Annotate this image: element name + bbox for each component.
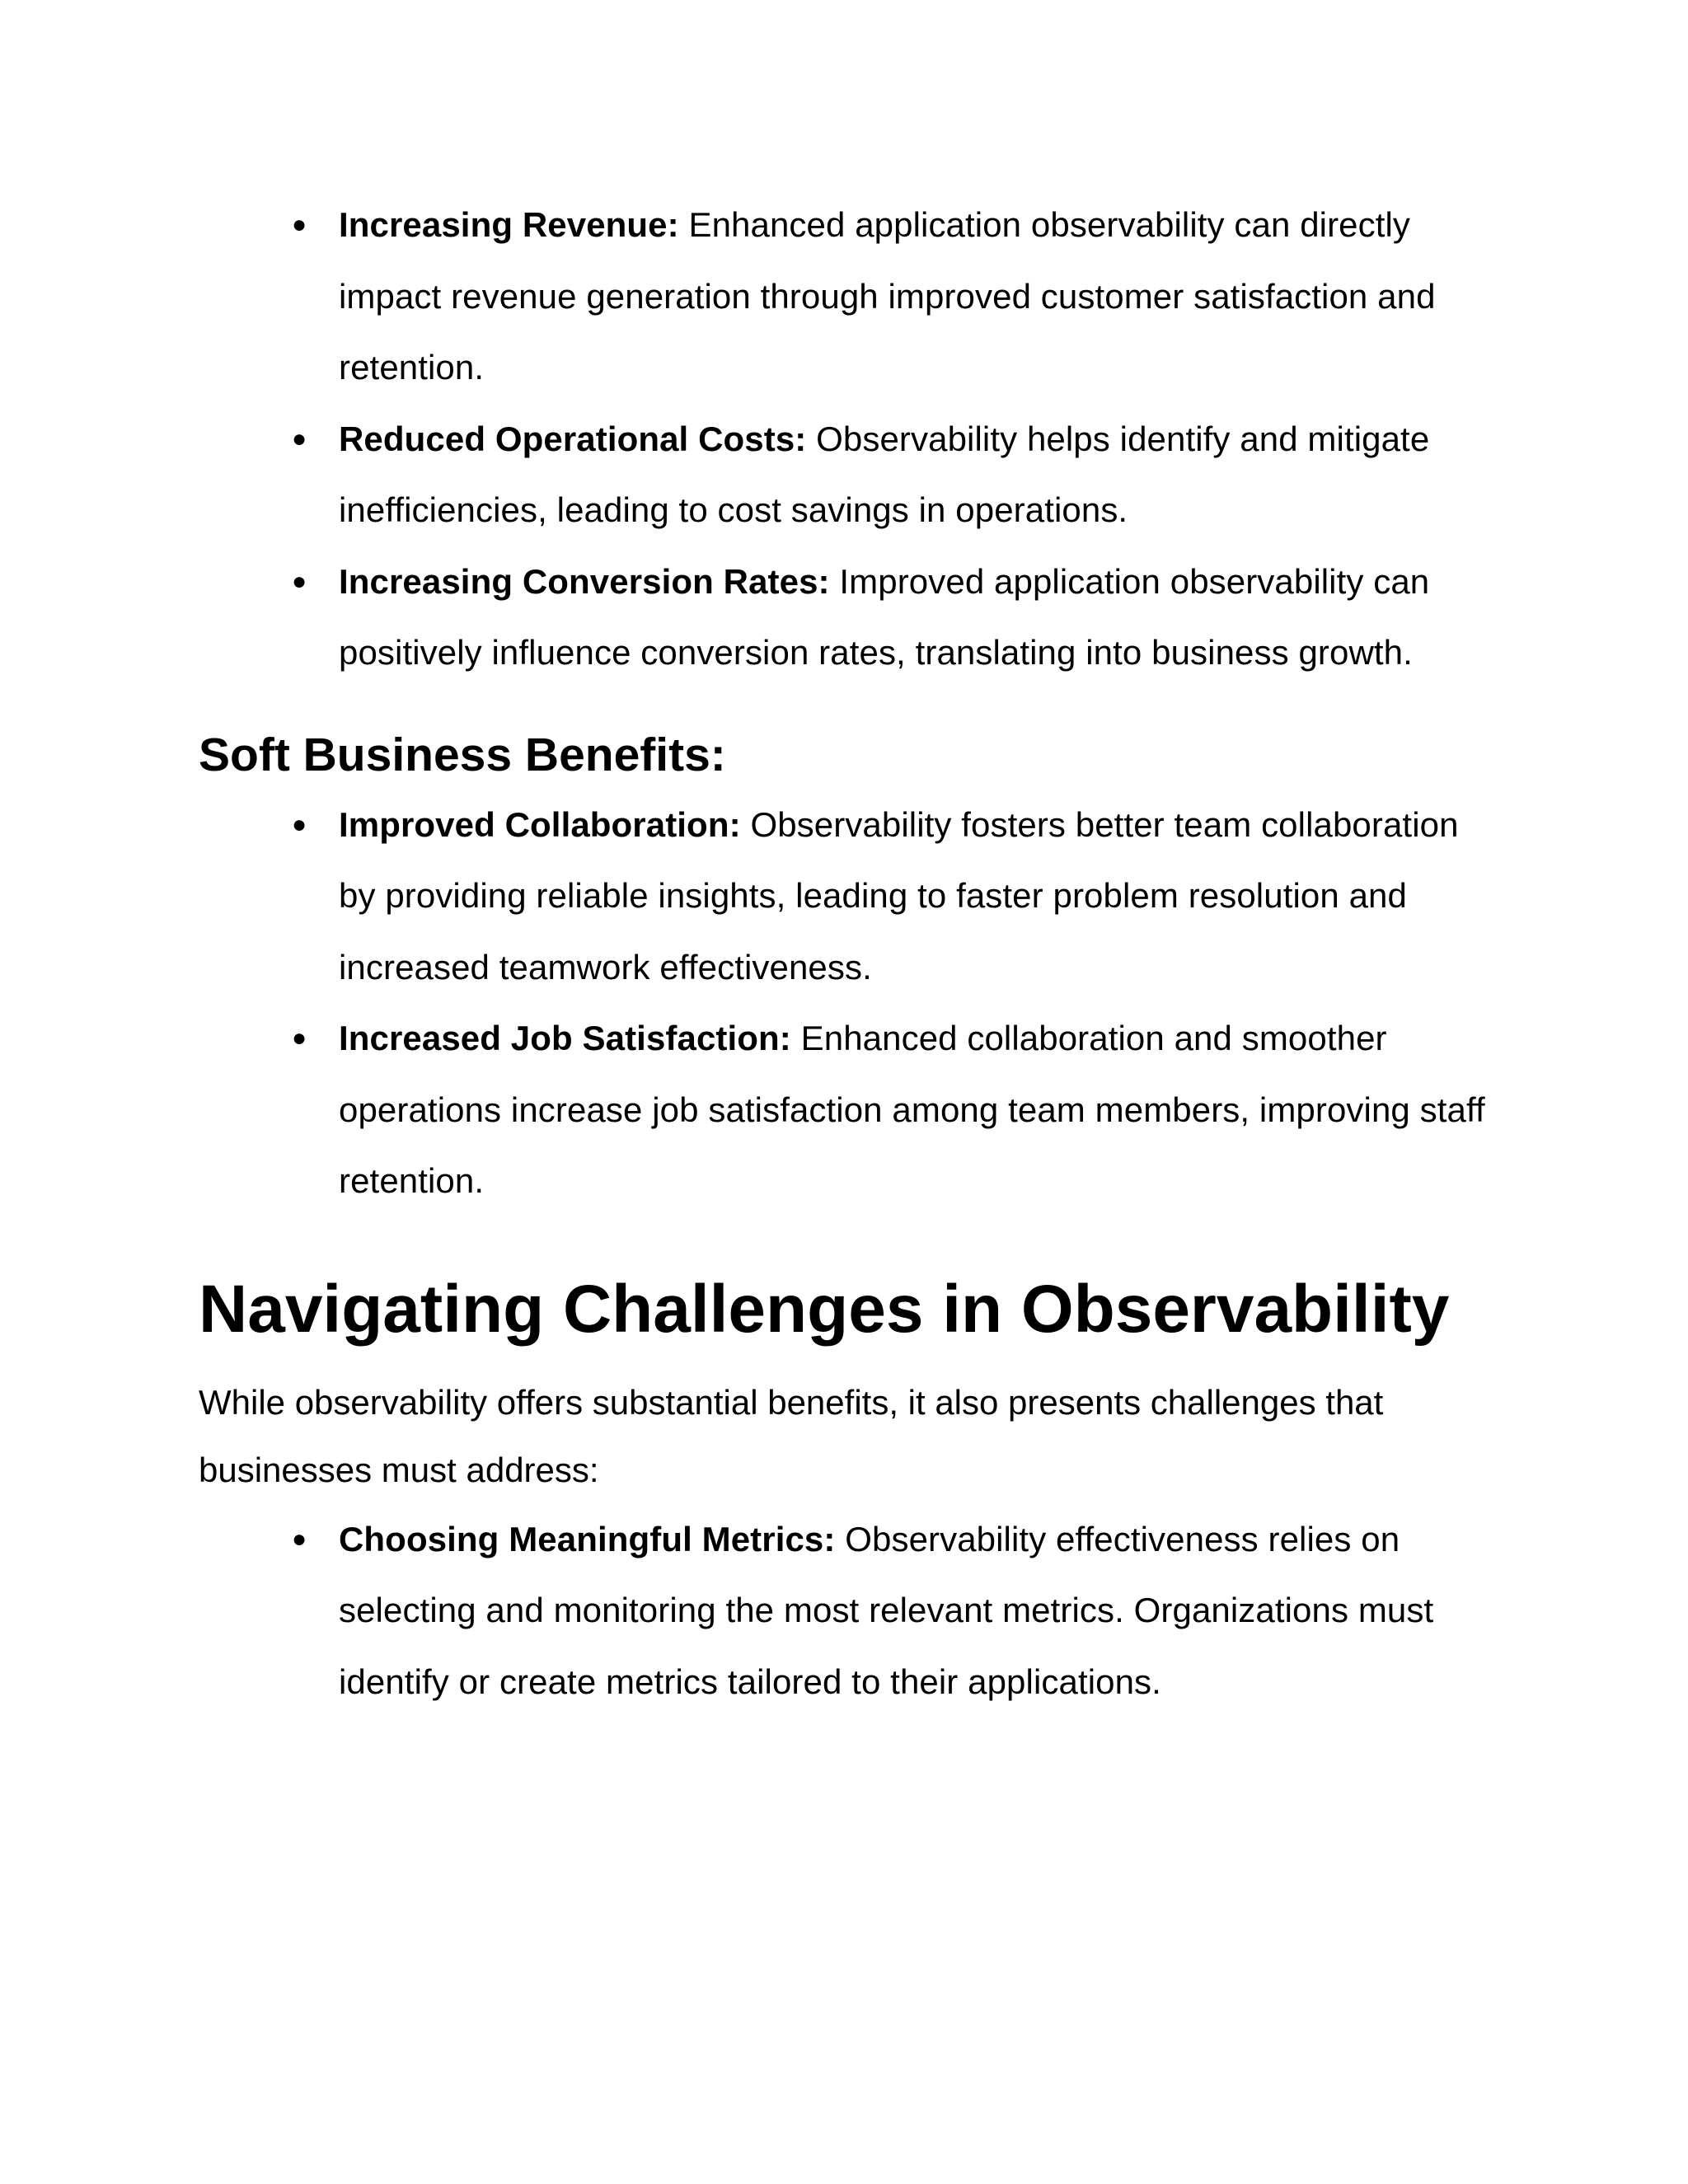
- soft-benefits-heading: Soft Business Benefits:: [199, 728, 726, 781]
- item-text: Enhanced collaboration and smoother operations increase job satisfaction among team members, improving staff retention.: [339, 1019, 1485, 1200]
- bullet-icon: ●: [292, 1525, 307, 1553]
- item-term: Increased Job Satisfaction:: [339, 1019, 791, 1057]
- item-text: Observability helps identify and mitigate inefficiencies, leading to cost savings in operations.: [339, 419, 1430, 529]
- item-term: Reduced Operational Costs:: [339, 419, 807, 458]
- list-item: [199, 190, 1493, 404]
- bullet-icon: ●: [292, 810, 307, 838]
- challenges-list: [199, 1504, 1493, 1718]
- item-text: Observability fosters better team collaboration by providing reliable insights, leading to faster problem resolution and increased teamwork effectiveness.: [339, 804, 1459, 987]
- item-term: Choosing Meaningful Metrics:: [339, 1519, 836, 1558]
- hard-benefits-list: [199, 190, 1493, 689]
- item-term: Increasing Revenue:: [339, 205, 679, 244]
- soft-benefits-list: [199, 790, 1493, 1217]
- bullet-icon: ●: [292, 211, 307, 238]
- bullet-icon: ●: [292, 567, 307, 595]
- item-term: Improved Collaboration:: [339, 804, 741, 844]
- bullet-icon: ●: [292, 1024, 307, 1052]
- bullet-icon: ●: [292, 424, 307, 452]
- item-text: Improved application observability can positively influence conversion rates, translating into business growth.: [339, 561, 1430, 672]
- list-item: [199, 404, 1493, 546]
- item-text: Enhanced application observability can directly impact revenue generation through improved customer satisfaction and retention.: [339, 205, 1436, 387]
- item-term: Increasing Conversion Rates:: [339, 561, 830, 601]
- list-item: [199, 1504, 1493, 1718]
- list-item: [199, 790, 1493, 1004]
- item-text: Observability effectiveness relies on selecting and monitoring the most relevant metrics. Organizations must identify or create metrics tailored to their applications.: [339, 1519, 1434, 1701]
- document-content: [199, 190, 1493, 1718]
- challenges-intro: While observability offers substantial benefits, it also presents challenges that businesses must address:: [199, 1382, 1384, 1489]
- challenges-heading: Navigating Challenges in Observability: [199, 1271, 1450, 1347]
- list-item: [199, 1003, 1493, 1217]
- list-item: [199, 546, 1493, 689]
